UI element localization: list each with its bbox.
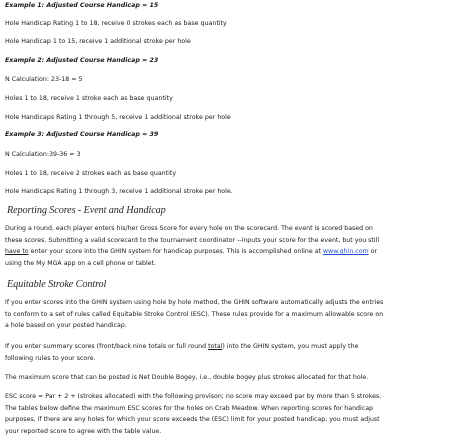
reporting-p1-line-3-end: or (368, 248, 378, 256)
esc-paragraph-3 (5, 372, 453, 384)
example-3-line-2: Hole Handicaps Rating 1 through 3, receive 1 additional stroke per hole. (5, 188, 233, 195)
esc-p2-line-1 (5, 341, 453, 353)
example-2-line-2: Hole Handicaps Rating 1 through 5, receive 1 additional stroke per hole (5, 114, 231, 121)
example-2-calculation: N Calculation: 23-18 = 5 (5, 76, 83, 83)
ghin-link[interactable]: www.ghin.com (322, 248, 369, 256)
example-3-calculation: N Calculation:39-36 = 3 (5, 151, 81, 158)
example-1-line-2: Hole Handicap 1 to 15, receive 1 additional stroke per hole (5, 38, 191, 45)
reporting-scores-heading: Reporting Scores - Event and Handicap (7, 205, 166, 216)
esc-heading: Equitable Stroke Control (7, 279, 107, 290)
esc-paragraph-1 (5, 297, 453, 332)
esc-paragraph-2 (5, 341, 453, 364)
reporting-p1-line-4: using the My MGA app on a cell phone or tablet. (5, 259, 156, 267)
esc-p4-line-4: your reported score to agree with the table value. (5, 427, 162, 435)
esc-p3-line: The maximum score that can be posted is Net Double Bogey, i.e., double bogey plus strokes allocated for that hole. (5, 374, 369, 381)
esc-p4-line-3: purposes, if there are any holes for which your score exceeds the (ESC) limit for your posted handicap, you must adjust (5, 416, 380, 424)
esc-p2-line-2: following rules to your score. (5, 354, 96, 362)
esc-p2-line-1-end: ) into the GHIN system, you must apply the (222, 343, 359, 350)
esc-p1-line-2: to conform to a set of rules called Equitable Stroke Control (ESC). These rules provide for a maximum allowable score on (5, 310, 384, 318)
have-to-text: have to (5, 248, 29, 256)
esc-paragraph-4 (5, 391, 453, 437)
example-3-line-1: Holes 1 to 18, receive 2 strokes each as base quantity (5, 170, 177, 177)
esc-p1-line-1: If you enter scores into the GHIN system using hole by hole method, the GHIN software automatically adjusts the entries (5, 299, 384, 306)
reporting-p1-line-3-text: enter your score into the GHIN system for handicap purposes. This is accomplished online at (28, 248, 323, 256)
example-1-title: Example 1: Adjusted Course Handicap = 15 (5, 2, 159, 9)
reporting-p1-line-3 (5, 246, 453, 258)
example-3-title: Example 3: Adjusted Course Handicap = 39 (5, 131, 159, 138)
reporting-scores-paragraph (5, 223, 453, 269)
reporting-p1-line-2: these scores. Submitting a valid scorecard to the tournament coordinator --inputs your score for the event, but you still (5, 236, 380, 244)
reporting-p1-line-1: During a round, each player enters his/her Gross Score for every hole on the scorecard. The event is scored based on (5, 225, 373, 232)
example-2-line-1: Holes 1 to 18, receive 1 stroke each as base quantity (5, 95, 173, 102)
total-text: total (208, 343, 223, 350)
esc-p4-line-2: The tables below define the maximum ESC scores for the holes on Crab Meadow. When reporting scores for handicap (5, 404, 373, 412)
esc-p2-line-1-start: If you enter summary scores (front/back nine totals or full round (5, 343, 209, 350)
esc-p1-line-3: a hole based on your posted handicap. (5, 322, 127, 330)
example-1-line-1: Hole Handicap Rating 1 to 18, receive 0 strokes each as base quantity (5, 20, 227, 27)
example-2-title: Example 2: Adjusted Course Handicap = 23 (5, 57, 159, 64)
esc-p4-line-1: ESC score = Par + 2 + (strokes allocated) with the following provison; no score may exceed par by more than 5 strokes. (5, 393, 382, 400)
